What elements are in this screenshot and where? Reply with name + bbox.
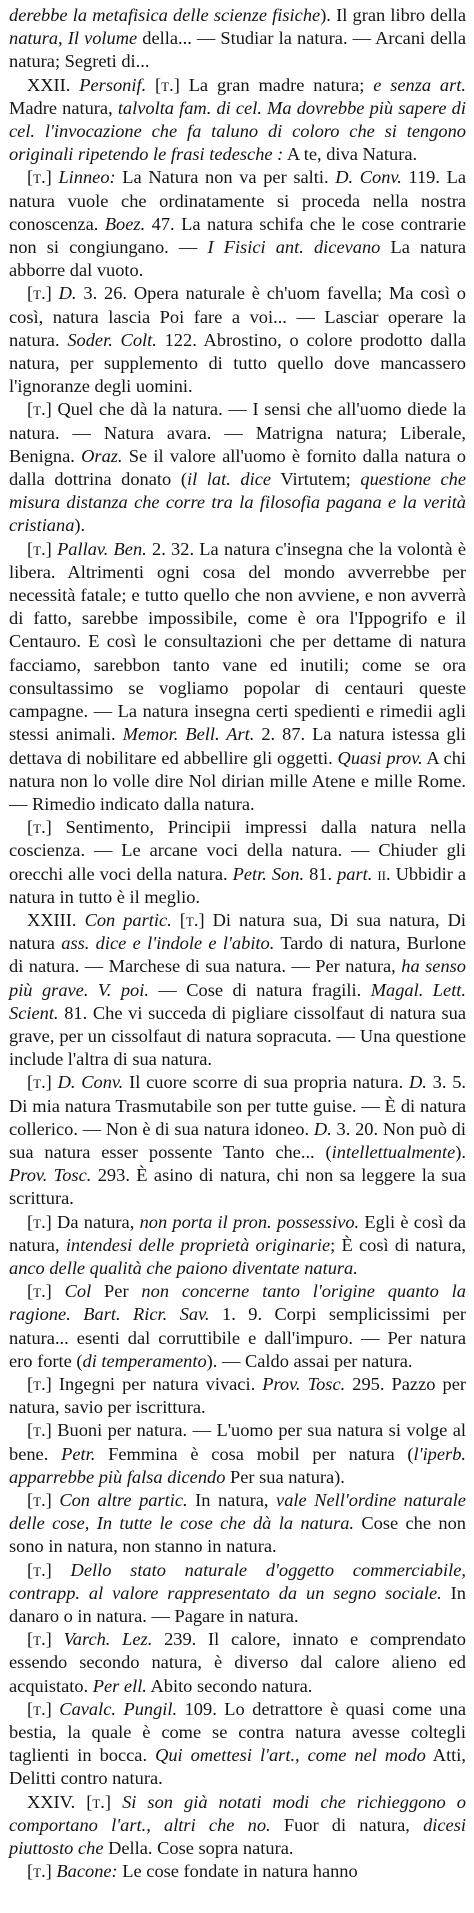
- paragraph: [9, 166, 466, 282]
- text-segment: ).: [455, 1141, 466, 1162]
- italic-text: Prov. Tosc.: [262, 1373, 346, 1394]
- italic-text: Boez.: [104, 213, 146, 234]
- text-segment: [: [27, 1490, 34, 1510]
- italic-text: natura, Il volume: [9, 28, 138, 49]
- text-segment: 109. Lo detrattore è quasi come una bestia, la quale è come se contra natura avesse coltegli taglienti in bocca.: [9, 1698, 466, 1766]
- text-segment: ]: [45, 167, 59, 188]
- text-segment: ]: [45, 1281, 65, 1302]
- italic-text: Soder. Colt.: [67, 329, 157, 350]
- paragraph: [9, 909, 466, 1071]
- italic-text: talvolta fam. di cel. Ma dovrebbe più sapere di cel. l'invocazione che fa taluno di coloro che si tengono originali ripetendo le frasi tedesche :: [9, 97, 466, 165]
- text-segment: [: [27, 1629, 34, 1650]
- text-segment: 2. 87. La natura istessa gli dettava di nobilitare ed abbellire gli oggetti.: [9, 724, 466, 768]
- small-caps-marker: t.: [33, 1559, 46, 1580]
- small-caps-marker: t.: [33, 1490, 46, 1510]
- text-segment: Per: [91, 1281, 142, 1302]
- small-caps-marker: t.: [33, 1629, 46, 1650]
- text-segment: ] Ingegni per natura vivaci.: [45, 1373, 263, 1394]
- text-segment: ]: [45, 1698, 60, 1719]
- text-segment: In danaro o in natura. — Pagare in natura.: [9, 1582, 466, 1627]
- paragraph: [9, 816, 466, 909]
- text-segment: Atti, Delitti contro natura.: [9, 1745, 466, 1789]
- text-segment: Le cose fondate in natura hanno: [117, 1861, 358, 1882]
- paragraph: [9, 1628, 466, 1698]
- text-segment: ]: [45, 1559, 71, 1580]
- small-caps-marker: t.: [33, 817, 46, 838]
- small-caps-marker: ii: [377, 863, 387, 884]
- italic-text: Linneo:: [58, 167, 116, 188]
- text-segment: 81. Che vi succeda di pigliare cissolfaut di natura sua grave, per un cissolfaut di natura sopracuta. — Una questione include l'altra di sua natura.: [9, 1002, 466, 1070]
- text-segment: [: [146, 74, 162, 95]
- italic-text: Per ell.: [92, 1675, 147, 1696]
- text-segment: Madre natura,: [9, 97, 118, 118]
- paragraph: [9, 1698, 466, 1791]
- italic-text: Con partic.: [84, 909, 172, 930]
- text-segment: 122. Abrostino, o colore prodotto dalla natura, per supplemento di tutto quello dove mancassero l'ignoranze degli uomini.: [9, 329, 466, 397]
- text-segment: ] Da natura,: [45, 1211, 140, 1232]
- text-segment: XXII.: [27, 74, 80, 95]
- text-segment: Della. Cose sopra natura.: [103, 1838, 294, 1859]
- small-caps-marker: t.: [33, 538, 46, 559]
- italic-text: Qui omettesi l'art., come nel modo: [155, 1745, 426, 1766]
- text-segment: 239. Il calore, innato e comprendato essendo secondo natura, è diverso dal calore alieno ed acquistato.: [9, 1629, 466, 1696]
- small-caps-marker: t.: [161, 74, 174, 95]
- italic-text: Varch. Lez.: [63, 1629, 153, 1650]
- italic-text: derebbe la metafisica delle scienze fisiche: [9, 5, 321, 25]
- text-segment: Egli è così da natura,: [9, 1211, 466, 1255]
- text-segment: — Cose di natura fragili.: [148, 979, 371, 1000]
- italic-text: Dello stato naturale d'oggetto commerciabile, contrapp. al valore rappresentato da un segno sociale.: [9, 1559, 466, 1603]
- text-segment: A te, diva Natura.: [283, 144, 418, 165]
- text-segment: 119. La natura vuole che ordinatamente si proceda nella nostra conoscenza.: [9, 167, 466, 234]
- text-segment: ] Buoni per natura. — L'uomo per sua natura si volge al bene.: [9, 1420, 466, 1464]
- text-segment: 3. 26. Opera naturale è ch'uom favella; Ma così o così, natura lascia Poi fare a voi... — Lasciar operare la natura.: [9, 283, 466, 350]
- text-segment: [: [27, 1211, 34, 1232]
- italic-text: non concerne tanto l'origine quanto la ragione. Bart. Ricr. Sav.: [9, 1281, 466, 1325]
- small-caps-marker: t.: [92, 1791, 105, 1812]
- text-segment: Il cuore scorre di sua propria natura.: [123, 1072, 409, 1093]
- text-segment: 293. È asino di natura, chi non sa leggere la sua scrittura.: [9, 1165, 466, 1209]
- paragraph: [9, 538, 466, 816]
- text-segment: ] Di natura sua, Di sua natura, Di natura: [9, 909, 466, 954]
- text-segment: ]: [45, 1490, 60, 1510]
- text-segment: . Ubbidir a natura in tutto è il meglio.: [9, 863, 466, 907]
- italic-text: intendesi delle proprietà originarie: [65, 1234, 331, 1255]
- italic-text: Si son già notati modi che richieggono o comportano l'art., altri che no.: [9, 1791, 466, 1835]
- italic-text: Nell'ordine naturale delle cose, In tutte le cose che dà la natura.: [9, 1490, 466, 1534]
- text-segment: 295. Pazzo per natura, savio per iscrittura.: [9, 1373, 466, 1418]
- paragraph: [9, 74, 466, 167]
- small-caps-marker: t.: [33, 1072, 46, 1093]
- small-caps-marker: t.: [33, 1373, 46, 1394]
- text-segment: ]: [45, 283, 59, 304]
- italic-text: Petr.: [61, 1443, 96, 1464]
- italic-text: Memor. Bell. Art.: [122, 724, 255, 745]
- italic-text: D.: [408, 1072, 427, 1093]
- text-segment: [: [27, 1373, 34, 1394]
- italic-text: di temperamento: [82, 1350, 207, 1371]
- small-caps-marker: t.: [33, 1698, 46, 1719]
- italic-text: Con altre partic.: [59, 1490, 188, 1510]
- text-segment: ). — Caldo assai per natura.: [206, 1350, 413, 1371]
- text-segment: XXIII.: [27, 909, 85, 930]
- italic-text: Quasi prov.: [337, 747, 423, 768]
- text-segment: Fuor di natura,: [270, 1814, 424, 1835]
- italic-text: D.: [313, 1118, 332, 1139]
- text-segment: [: [27, 538, 34, 559]
- text-segment: della... — Studiar la natura. — Arcani della natura; Segreti di...: [9, 28, 466, 72]
- italic-text: D. Conv.: [335, 167, 402, 188]
- text-segment: Cose che non sono in natura, non stanno in natura.: [9, 1513, 466, 1557]
- text-segment: [: [27, 167, 34, 188]
- text-segment: ]: [45, 1629, 64, 1650]
- italic-text: intellettualmente: [331, 1141, 456, 1162]
- paragraph: [9, 1373, 466, 1419]
- paragraph: [9, 282, 466, 398]
- small-caps-marker: t.: [33, 1281, 46, 1302]
- text-segment: La Natura non va per salti.: [115, 167, 336, 188]
- text-segment: [: [171, 909, 186, 930]
- text-segment: [: [27, 1072, 34, 1093]
- italic-text: D. Conv.: [57, 1072, 124, 1093]
- text-segment: Se il valore all'uomo è fornito dalla natura o dalla dottrina donato (: [9, 445, 467, 490]
- paragraph: [9, 1559, 466, 1629]
- small-caps-marker: t.: [33, 1211, 46, 1232]
- text-segment: 47. La natura schifa che le cose contrarie non si congiungano. —: [9, 213, 467, 258]
- small-caps-marker: t.: [33, 167, 46, 188]
- italic-text: I Fisici ant. dicevano: [207, 237, 381, 258]
- text-segment: [: [27, 817, 34, 838]
- paragraph: [9, 4, 466, 74]
- text-segment: ] La gran madre natura;: [173, 74, 374, 95]
- italic-text: l'iperb. apparrebbe più falsa dicendo: [9, 1443, 466, 1487]
- italic-text: ha senso più grave. V. poi.: [9, 956, 466, 1000]
- text-segment: ]: [104, 1791, 123, 1812]
- text-segment: ]: [45, 1861, 57, 1882]
- text-segment: La natura abborre dal vuoto.: [9, 237, 466, 281]
- text-segment: ]: [45, 538, 58, 559]
- italic-text: Prov. Tosc.: [9, 1165, 92, 1186]
- text-segment: A chi natura non lo volle dire Nol dirian mille Atene e mille Rome. — Rimedio indicato dalla natura.: [9, 747, 466, 814]
- italic-text: Personif.: [79, 74, 147, 95]
- italic-text: il lat. dice: [186, 469, 272, 490]
- text-segment: ; È così di natura,: [330, 1234, 466, 1255]
- paragraph: [9, 1419, 466, 1489]
- paragraph: [9, 1860, 466, 1883]
- text-segment: 3. 5. Di mia natura Trasmutabile son per tutte guise. — È di natura collerico. — Non è di sua natura idoneo.: [9, 1072, 466, 1139]
- paragraph: [9, 1489, 466, 1559]
- text-segment: ). Il gran libro della: [320, 5, 466, 25]
- italic-text: Pallav. Ben.: [57, 538, 147, 559]
- italic-text: Petr. Son.: [232, 863, 305, 884]
- text-segment: Tardo di natura, Burlone di natura. — Marchese di sua natura. — Per natura,: [9, 933, 466, 977]
- italic-text: Magal. Lett. Scient.: [9, 979, 467, 1023]
- text-segment: ]: [45, 1072, 58, 1093]
- text-segment: [: [27, 283, 34, 304]
- text-segment: ] Quel che dà la natura. — I sensi che all'uomo diede la natura. — Natura avara. — Matrigna natura; Liberale, Benigna.: [9, 399, 466, 466]
- paragraph: [9, 1280, 466, 1373]
- text-segment: Abito secondo natura.: [146, 1675, 313, 1696]
- text-segment: [: [27, 1861, 34, 1882]
- text-segment: 81.: [304, 863, 338, 884]
- paragraph: [9, 1791, 466, 1861]
- small-caps-marker: t.: [33, 399, 46, 420]
- italic-text: Cavalc. Pungil.: [59, 1698, 178, 1719]
- italic-text: D.: [58, 283, 77, 304]
- paragraph: [9, 1211, 466, 1281]
- text-segment: 1. 9. Corpi semplicissimi per natura... esenti dal corruttibile e dall'impuro. — Per natura ero forte (: [9, 1304, 466, 1371]
- text-segment: [: [27, 1281, 34, 1302]
- text-segment: Per sua natura).: [225, 1466, 345, 1487]
- italic-text: e senza art.: [373, 74, 466, 95]
- text-segment: In natura,: [187, 1490, 277, 1510]
- text-segment: Virtutem;: [271, 469, 361, 490]
- text-segment: [: [27, 399, 34, 420]
- text-segment: Femmina è cosa mobil per natura (: [95, 1443, 414, 1464]
- italic-text: ass. dice e l'indole e l'abito.: [61, 933, 275, 954]
- italic-text: dicesi piuttosto che: [9, 1814, 466, 1859]
- italic-text: anco delle qualità che paiono diventate natura.: [9, 1257, 358, 1278]
- italic-text: Col: [64, 1281, 92, 1302]
- text-segment: ).: [74, 515, 86, 536]
- small-caps-marker: t.: [185, 909, 199, 930]
- text-segment: ] Sentimento, Principii impressi dalla natura nella coscienza. — Le arcane voci della natura. — Chiuder gli orecchi alle voci della natura.: [9, 817, 466, 884]
- paragraph: [9, 398, 466, 537]
- text-segment: 3. 20. Non può di sua natura esser possente Tanto che... (: [9, 1118, 466, 1162]
- small-caps-marker: t.: [33, 1861, 46, 1882]
- text-segment: XXIV. [: [27, 1791, 93, 1812]
- italic-text: part.: [337, 863, 373, 884]
- italic-text: Oraz.: [81, 445, 123, 466]
- small-caps-marker: t.: [33, 283, 46, 304]
- italic-text: non porta il pron. possessivo.: [139, 1211, 360, 1232]
- text-segment: [: [27, 1698, 34, 1719]
- text-segment: 2. 32. La natura c'insegna che la volontà è libera. Altrimenti ogni cosa del mondo avverrebbe per necessità fatale; e tutto quello che non avviene, e non avverrà di fatto, sarebbe impossibile, come è ora l'Ippogrifo e il Centauro. E così le consultazioni che per dettame di natura facciamo, sarebbon tanto vane ed inutili; come se ora consultassimo se vogliamo popolar di centauri queste campagne. — La natura insegna certi spedienti e rimedii agli stessi animali.: [9, 538, 466, 745]
- italic-text: Bacone:: [56, 1861, 118, 1882]
- small-caps-marker: t.: [33, 1420, 46, 1441]
- italic-text: vale: [276, 1490, 307, 1510]
- italic-text: questione che misura distanza che corre tra la filosofia pagana e la verità cristiana: [9, 469, 466, 536]
- text-segment: [: [27, 1420, 34, 1441]
- text-segment: [: [27, 1559, 34, 1580]
- paragraph: [9, 1071, 466, 1210]
